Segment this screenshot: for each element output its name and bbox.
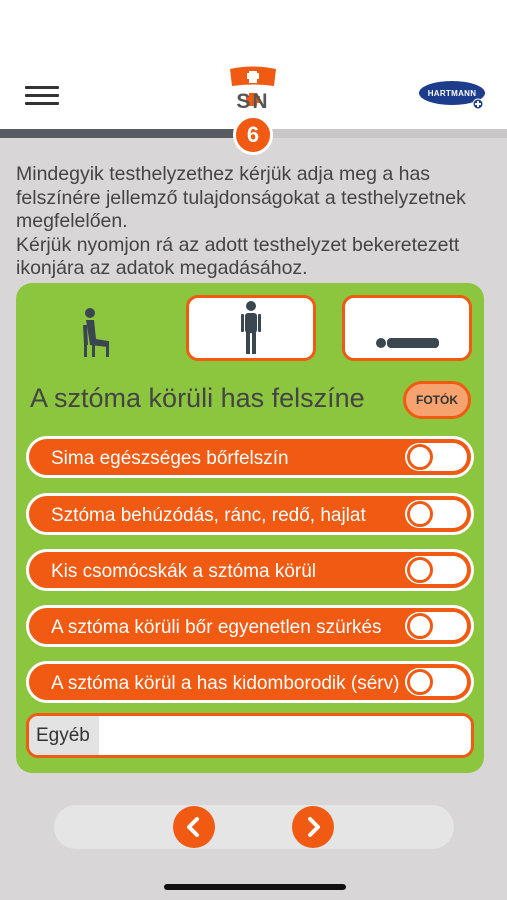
option-row[interactable] xyxy=(26,605,474,647)
option-label: Sima egészséges bőrfelszín xyxy=(51,448,289,469)
option-toggle[interactable] xyxy=(405,612,467,640)
option-toggle[interactable] xyxy=(405,500,467,528)
instruction-line-1: Mindegyik testhelyzethez kérjük adja meg a has felszínére jellemző tulajdonságokat a testhelyzetnek megfelelően. xyxy=(16,163,466,232)
instructions xyxy=(16,163,496,281)
previous-button[interactable] xyxy=(173,806,215,848)
option-toggle[interactable] xyxy=(405,556,467,584)
app-logo xyxy=(226,66,280,116)
navigation-bar xyxy=(54,805,454,849)
step-badge: 6 xyxy=(233,115,273,155)
option-label: Kis csomócskák a sztóma körül xyxy=(51,561,317,582)
hamburger-menu-icon[interactable] xyxy=(25,86,59,106)
option-label: Sztóma behúzódás, ránc, redő, hajlat xyxy=(51,505,366,526)
position-lying-button[interactable] xyxy=(342,295,472,361)
position-sitting-button[interactable] xyxy=(28,295,158,361)
option-row[interactable] xyxy=(26,436,474,478)
logo-text: SN xyxy=(236,90,270,113)
other-field xyxy=(26,713,474,758)
toggle-knob xyxy=(407,501,433,527)
instruction-line-2: Kérjük nyomjon rá az adott testhelyzet bekeretezett ikonjára az adatok megadásához. xyxy=(16,233,460,279)
section-title: A sztóma körüli has felszíne xyxy=(30,383,365,413)
abdomen-surface-panel xyxy=(16,283,484,773)
standing-person-icon xyxy=(189,298,313,358)
lying-person-icon xyxy=(345,298,469,358)
other-label: Egyéb xyxy=(29,716,99,755)
photos-button[interactable]: FOTÓK xyxy=(403,381,471,419)
home-indicator xyxy=(164,884,346,890)
option-row[interactable] xyxy=(26,661,474,703)
brand-text: HARTMANN xyxy=(427,89,477,98)
option-row[interactable] xyxy=(26,549,474,591)
option-toggle[interactable] xyxy=(405,443,467,471)
next-button[interactable] xyxy=(292,806,334,848)
toggle-knob xyxy=(407,557,433,583)
chevron-right-icon xyxy=(292,806,334,848)
option-label: A sztóma körül a has kidomborodik (sérv) xyxy=(51,673,400,694)
toggle-knob xyxy=(407,613,433,639)
toggle-knob xyxy=(407,444,433,470)
toggle-knob xyxy=(407,669,433,695)
app-header xyxy=(0,0,507,132)
position-standing-button[interactable] xyxy=(186,295,316,361)
option-label: A sztóma körüli bőr egyenetlen szürkés xyxy=(51,617,382,638)
option-toggle[interactable] xyxy=(405,668,467,696)
sitting-person-icon xyxy=(28,295,158,361)
option-row[interactable] xyxy=(26,493,474,535)
other-input[interactable] xyxy=(99,716,471,755)
hartmann-logo xyxy=(418,80,486,110)
progress-fill xyxy=(0,129,238,138)
chevron-left-icon xyxy=(173,806,215,848)
